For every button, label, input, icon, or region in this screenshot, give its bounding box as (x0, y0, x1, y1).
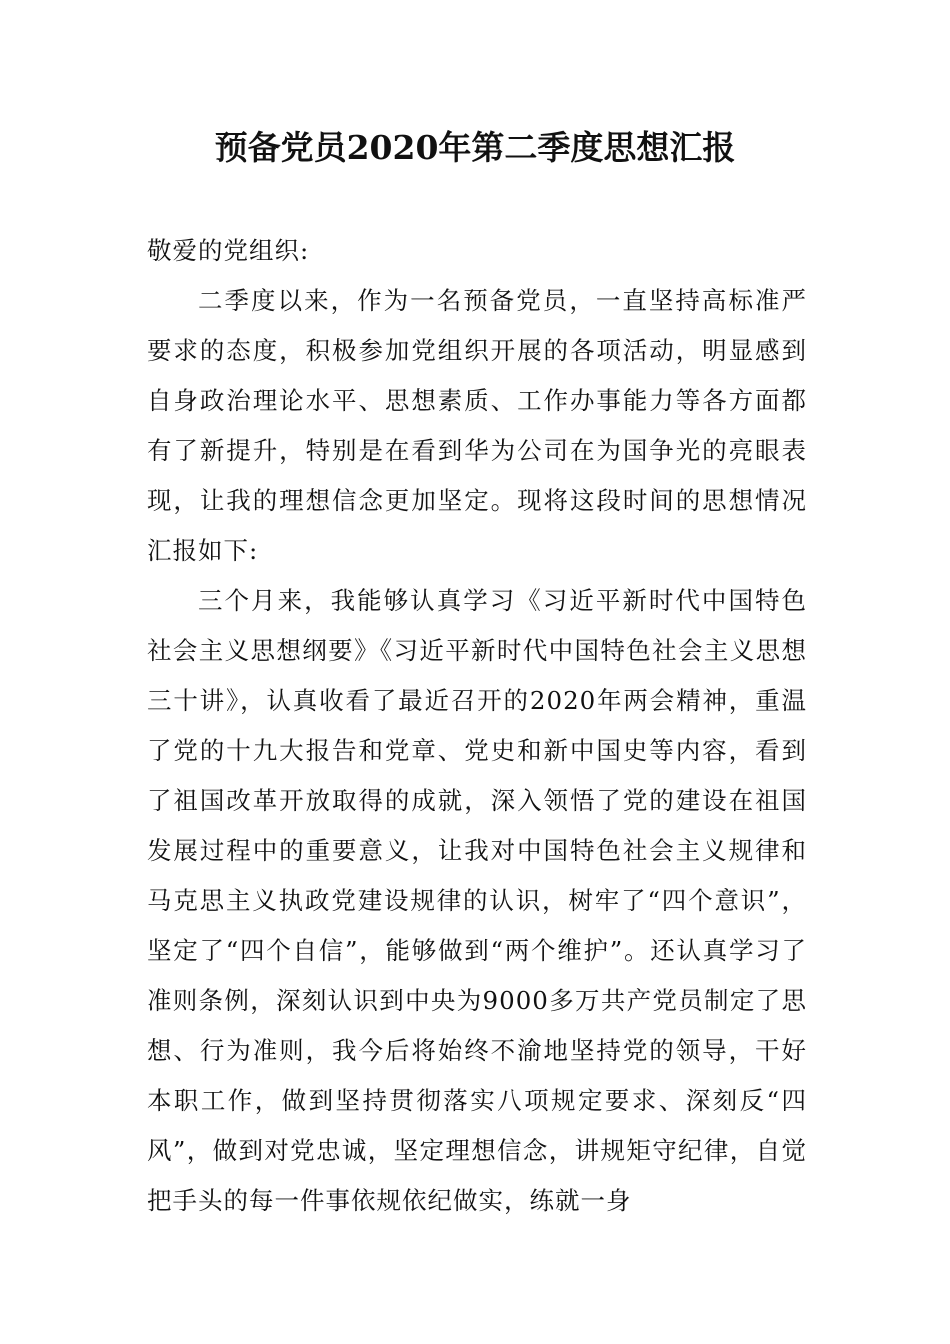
document-body (147, 226, 807, 1226)
document-title: 预备党员2020年第二季度思想汇报 (214, 128, 736, 167)
paragraph-study: 三个月来，我能够认真学习《习近平新时代中国特色社会主义思想纲要》《习近平新时代中国特色社会主义思想三十讲》，认真收看了最近召开的2020年两会精神，重温了党的十九大报告和党章、党史和新中国史等内容，看到了祖国改革开放取得的成就，深入领悟了党的建设在祖国发展过程中的重要意义，让我对中国特色社会主义规律和马克思主义执政党建设规律的认识，树牢了“四个意识”，坚定了“四个自信”，能够做到“两个维护”。还认真学习了准则条例，深刻认识到中央为9000多万共产党员制定了思想、行为准则，我今后将始终不渝地坚持党的领导，干好本职工作，做到坚持贯彻落实八项规定要求、深刻反“四风”，做到对党忠诚，坚定理想信念，讲规矩守纪律，自觉把手头的每一件事依规依纪做实，练就一身 (147, 586, 807, 1215)
paragraph-intro: 二季度以来，作为一名预备党员，一直坚持高标准严要求的态度，积极参加党组织开展的各项活动，明显感到自身政治理论水平、思想素质、工作办事能力等各方面都有了新提升，特别是在看到华为公司在为国争光的亮眼表现，让我的理想信念更加坚定。现将这段时间的思想情况汇报如下: (147, 286, 807, 565)
salutation: 敬爱的党组织: (147, 236, 310, 265)
